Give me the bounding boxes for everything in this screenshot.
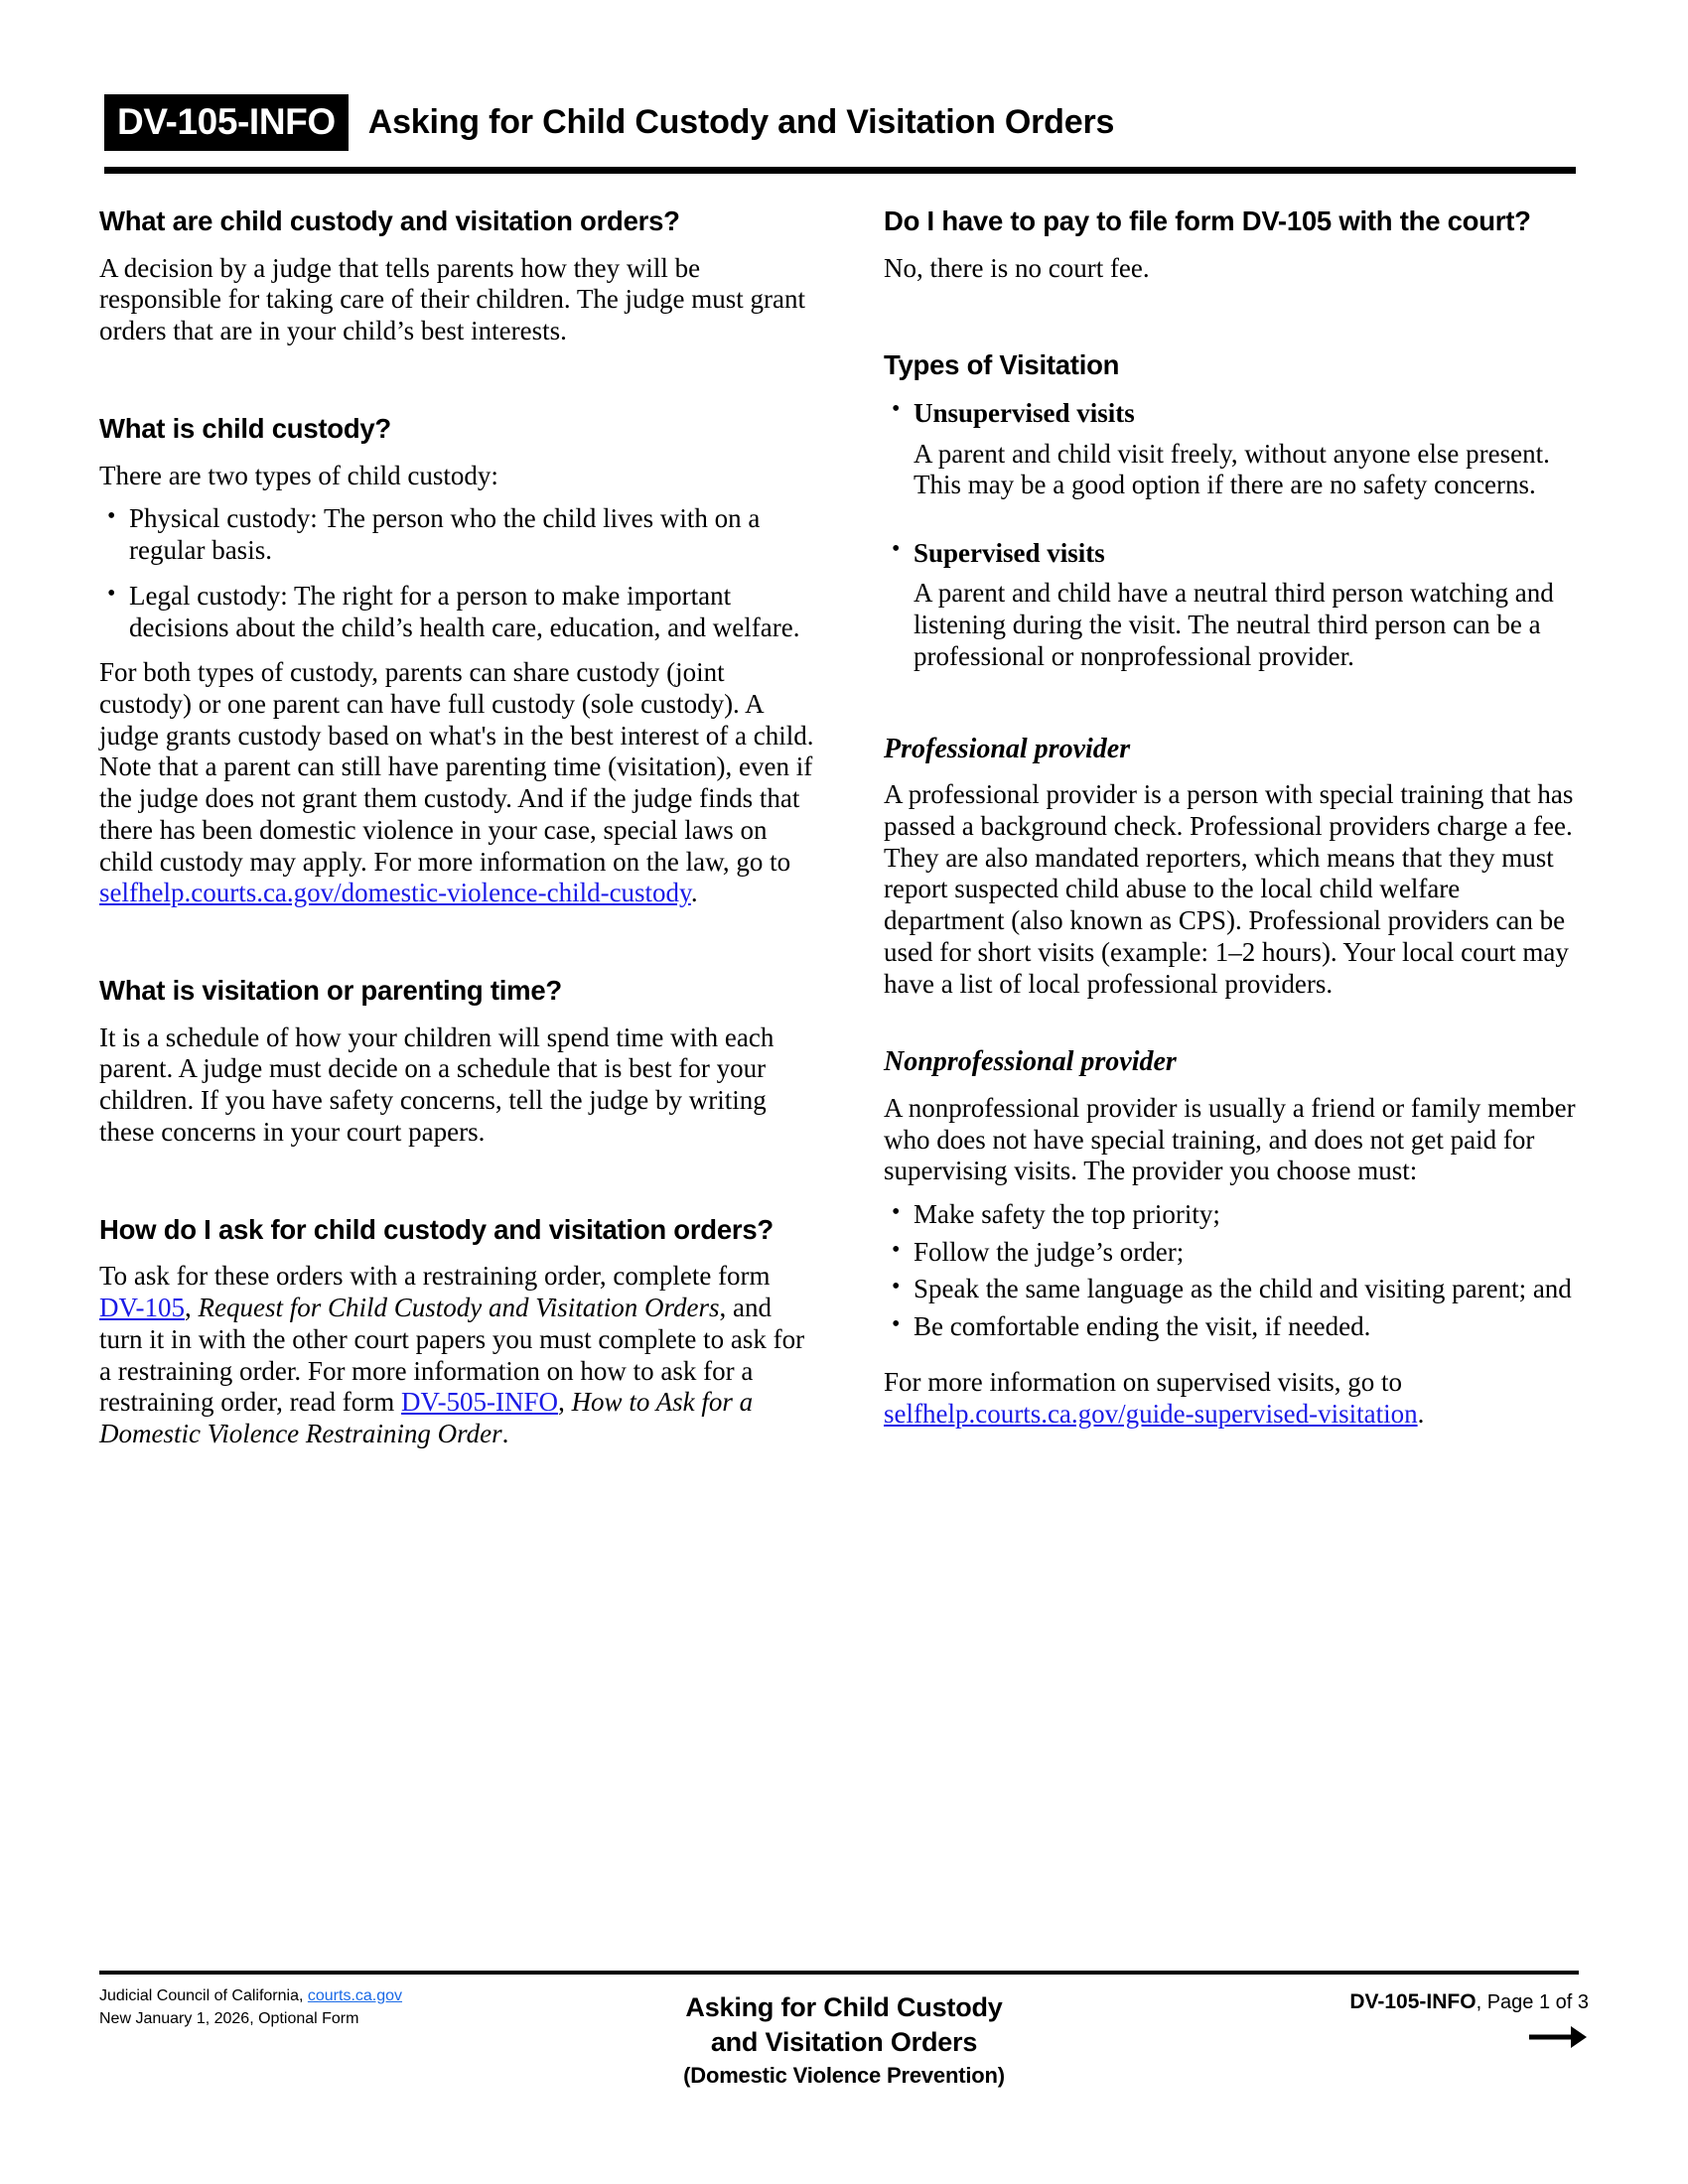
link-domestic-violence-child-custody[interactable]: selfhelp.courts.ca.gov/domestic-violence-child-custody	[99, 878, 691, 908]
paragraph-professional-provider: A professional provider is a person with special training that has passed a background check. Professional providers charge a fee. They are also mandated reporters, which means that they must report suspected child abuse to the local child welfare department (also known as CPS). Professional providers can be used for short visits (example: 1–2 hours). Your local court may have a list of local professional providers.	[884, 779, 1574, 999]
paragraph-text-before-link: For both types of custody, parents can share custody (joint custody) or one parent can have full custody (sole custody). A judge grants custody based on what's in the best interest of a child. Note that a parent can still have parenting time (visitation), even if the judge does not grant them custody. And if the judge finds that there has been domestic violence in your case, special laws on child custody may apply. For more information on the law, go to	[99, 657, 814, 877]
list-provider-requirements	[884, 1199, 1579, 1343]
text-segment: For more information on supervised visits, go to	[884, 1366, 1402, 1397]
list-item: • Be comfortable ending the visit, if needed.	[884, 1311, 1579, 1343]
text-segment: , and turn it in with the other court papers you must complete to ask for a restraining order. For more information on how to ask for a restraining order, read form	[99, 1293, 805, 1418]
visitation-type-title: • Unsupervised visits	[884, 397, 1579, 429]
text-segment: To ask for these orders with a restraining order, complete form	[99, 1261, 771, 1292]
visitation-type-description: A parent and child have a neutral third person watching and listening during the visit. The neutral third person can be a professional or nonprofessional provider.	[914, 578, 1554, 671]
page-title: Asking for Child Custody and Visitation Orders	[367, 103, 1115, 141]
right-column	[884, 204, 1579, 1441]
footer-page-block	[1349, 1990, 1589, 2056]
paragraph-how-to-ask	[99, 1261, 814, 1449]
list-item: • Follow the judge’s order;	[884, 1237, 1579, 1269]
paragraph-custody-visitation-orders: A decision by a judge that tells parents how they will be responsible for taking care of their children. The judge must grant orders that are in your child’s best interests.	[99, 252, 806, 346]
footer-council-text: Judicial Council of California,	[99, 1987, 308, 2004]
form-footer	[99, 1980, 1589, 2159]
text-segment: .	[1417, 1398, 1425, 1429]
footer-title-line-1: Asking for Child Custody	[685, 1992, 1003, 2022]
subheading-professional-provider: Professional provider	[884, 733, 1131, 764]
footer-title-line-2: and Visitation Orders	[710, 2027, 978, 2058]
subheading-nonprofessional-provider: Nonprofessional provider	[884, 1046, 1177, 1078]
list-item: • Physical custody: The person who the child lives with on a regular basis.	[99, 503, 814, 566]
list-item: • Make safety the top priority;	[884, 1199, 1579, 1231]
text-segment: ,	[558, 1387, 572, 1418]
spacer	[884, 296, 1579, 347]
spacer	[884, 699, 1579, 733]
form-title-dv-505-info: How to Ask for a Domestic Violence Restraining Order	[99, 1387, 754, 1448]
spacer	[99, 921, 814, 973]
section-heading-visitation-parenting-time: What is visitation or parenting time?	[99, 975, 562, 1006]
list-item: • Speak the same language as the child and visiting parent; and	[884, 1274, 1579, 1305]
visitation-type-title: • Supervised visits	[884, 537, 1579, 569]
spacer	[884, 1012, 1579, 1045]
section-heading-types-of-visitation: Types of Visitation	[884, 349, 1120, 381]
section-heading-how-do-i-ask: How do I ask for child custody and visitation orders?	[99, 1213, 774, 1245]
section-heading-what-is-child-custody: What is child custody?	[99, 412, 391, 444]
visitation-type-unsupervised	[884, 397, 1579, 501]
header-divider	[104, 167, 1576, 174]
link-guide-supervised-visitation[interactable]: selfhelp.courts.ca.gov/guide-supervised-visitation	[884, 1398, 1418, 1429]
visitation-type-supervised	[884, 537, 1579, 673]
spacer	[884, 527, 1579, 537]
footer-title-subtitle: (Domestic Violence Prevention)	[683, 2063, 1005, 2089]
paragraph-more-info-supervised-visits	[884, 1367, 1579, 1430]
form-number-badge: DV-105-INFO	[104, 94, 349, 151]
paragraph-text-after-link: .	[690, 878, 698, 908]
paragraph-joint-sole-custody	[99, 657, 814, 909]
list-custody-types	[99, 503, 814, 643]
text-segment: .	[501, 1418, 509, 1448]
spacer	[99, 1160, 814, 1212]
footer-divider	[99, 1971, 1579, 1975]
paragraph-nonprofessional-provider: A nonprofessional provider is usually a friend or family member who does not have special training, and does not get paid for supervising visits. The provider you choose must:	[884, 1092, 1576, 1186]
next-page-arrow-icon	[1349, 2022, 1589, 2056]
spacer	[884, 1349, 1579, 1367]
paragraph-visitation-parenting-time: It is a schedule of how your children will spend time with each parent. A judge must decide on a schedule that is best for your children. If you have safety concerns, tell the judge by writing these concerns in your court papers.	[99, 1022, 774, 1147]
footer-page-line	[1349, 1990, 1589, 2014]
link-courts-ca-gov[interactable]: courts.ca.gov	[307, 1987, 403, 2004]
paragraph-two-types-intro: There are two types of child custody:	[99, 460, 498, 490]
link-form-dv-505-info[interactable]: DV-505-INFO	[401, 1387, 559, 1418]
left-column	[99, 204, 814, 1462]
visitation-type-description: A parent and child visit freely, without anyone else present. This may be a good option if there are no safety concerns.	[914, 438, 1550, 500]
footer-page-label: , Page 1 of 3	[1476, 1991, 1589, 2013]
footer-revision-date: New January 1, 2026, Optional Form	[99, 2009, 359, 2027]
section-heading-filing-fee: Do I have to pay to file form DV-105 with the court?	[884, 205, 1531, 236]
form-title-dv-105: Request for Child Custody and Visitation Orders	[198, 1293, 720, 1323]
text-segment: ,	[185, 1293, 199, 1323]
paragraph-no-court-fee: No, there is no court fee.	[884, 252, 1150, 283]
section-heading-custody-visitation-orders: What are child custody and visitation orders?	[99, 205, 680, 236]
form-header	[104, 94, 1584, 151]
link-form-dv-105[interactable]: DV-105	[99, 1293, 186, 1323]
footer-form-number: DV-105-INFO	[1349, 1990, 1477, 2013]
list-item: • Legal custody: The right for a person to make important decisions about the child’s health care, education, and welfare.	[99, 581, 814, 643]
spacer	[99, 359, 814, 411]
